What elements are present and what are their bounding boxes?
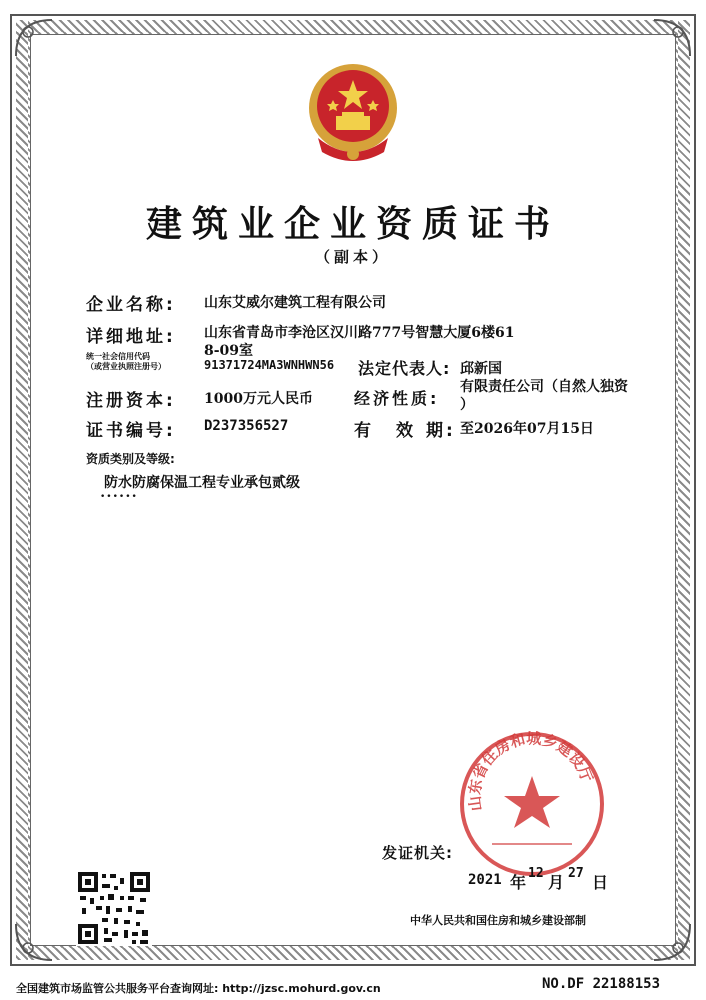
qr-code-icon[interactable] <box>76 870 152 946</box>
validity-label-c: 期: <box>426 421 456 441</box>
corner-ornament-icon <box>652 18 692 58</box>
footer-query-text: 全国建筑市场监管公共服务平台查询网址: http://jzsc.mohurd.gov.cn <box>16 982 381 995</box>
validity-label-a: 有 <box>354 421 374 441</box>
issue-day-unit: 日 <box>592 873 609 892</box>
address-value-line1: 山东省青岛市李沧区汉川路777号智慧大厦6楼61 <box>204 325 515 341</box>
credit-code-label-line2: （或营业执照注册号） <box>86 362 166 371</box>
company-name-value: 山东艾威尔建筑工程有限公司 <box>204 295 386 311</box>
qualification-label: 资质类别及等级: <box>86 452 175 466</box>
issue-year: 2021 <box>468 872 502 888</box>
qualification-dots: •••••• <box>100 492 138 502</box>
certificate-serial-number: NO.DF 22188153 <box>542 976 661 992</box>
credit-code-value: 91371724MA3WNHWN56 <box>204 358 335 372</box>
legal-rep-value: 邱新国 <box>460 361 502 377</box>
certificate-title: 建筑业企业资质证书 <box>145 203 560 245</box>
legal-rep-label: 法定代表人: <box>358 359 451 378</box>
issue-month: 12 <box>528 866 544 881</box>
address-value-line2: 8-09室 <box>204 343 254 359</box>
ministry-text: 中华人民共和国住房和城乡建设部制 <box>410 914 586 927</box>
issue-year-unit: 年 <box>510 873 527 892</box>
validity-label-b: 效 <box>396 421 416 441</box>
issue-month-unit: 月 <box>548 873 565 892</box>
issue-day: 27 <box>568 866 584 881</box>
corner-ornament-icon <box>14 922 54 962</box>
corner-ornament-icon <box>652 922 692 962</box>
validity-value: 至2026年07月15日 <box>460 421 594 437</box>
capital-label: 注册资本: <box>86 391 176 411</box>
credit-code-label-line1: 统一社会信用代码 <box>86 352 150 361</box>
official-seal-icon <box>452 724 612 884</box>
nature-value-line2: ） <box>460 397 474 413</box>
cert-no-label: 证书编号: <box>86 421 176 441</box>
cert-no-value: D237356527 <box>204 418 289 434</box>
national-emblem-icon <box>300 58 406 168</box>
seal-text: 山东省住房和城乡建设厅 <box>465 729 597 813</box>
company-name-label: 企业名称: <box>86 295 176 315</box>
nature-label: 经济性质: <box>354 389 440 408</box>
corner-ornament-icon <box>14 18 54 58</box>
address-label: 详细地址: <box>86 327 176 347</box>
issuer-label: 发证机关: <box>382 844 453 862</box>
nature-value-line1: 有限责任公司（自然人独资 <box>460 379 628 395</box>
qualification-value: 防水防腐保温工程专业承包贰级 <box>104 475 300 491</box>
certificate-subtitle: （副本） <box>314 248 391 266</box>
capital-value: 1000万元人民币 <box>204 391 313 407</box>
